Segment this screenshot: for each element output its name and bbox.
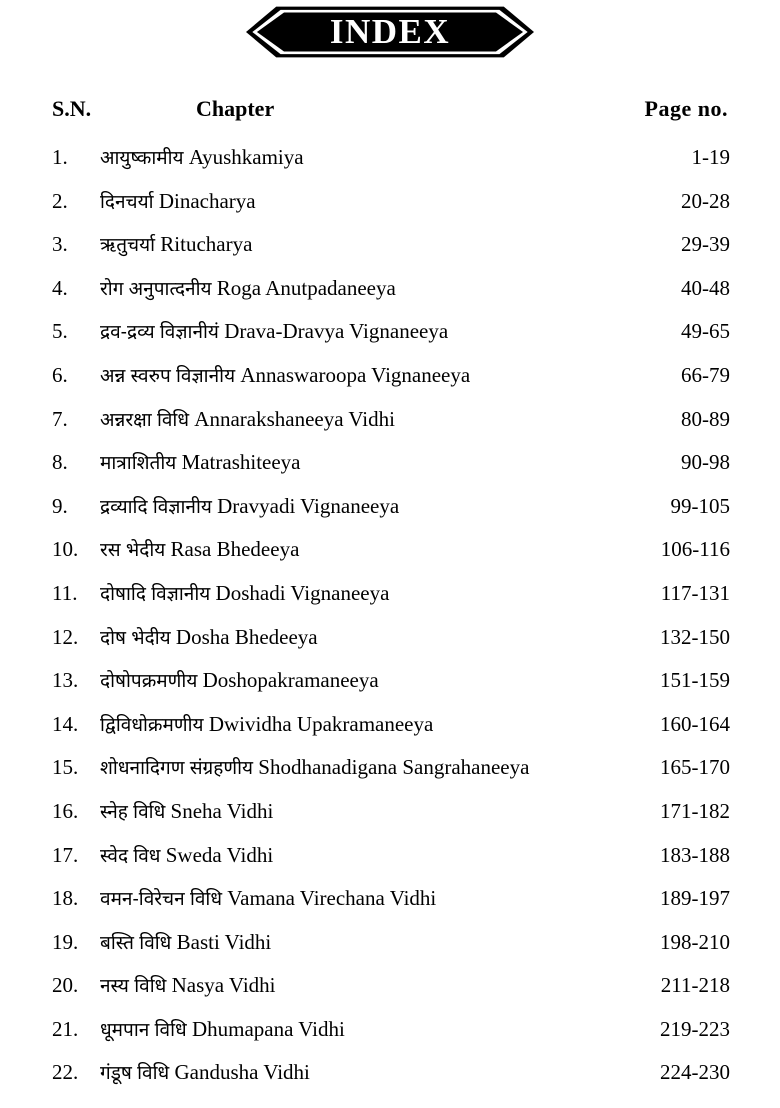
row-serial-number: 6. (52, 362, 68, 387)
chapter-devanagari: शोधनादिगण संग्रहणीय (100, 758, 254, 780)
chapter-transliteration: Roga Anutpadaneeya (216, 275, 396, 300)
row-page-range: 171-182 (660, 798, 730, 823)
row-page-range: 189-197 (660, 886, 730, 911)
table-row (0, 711, 780, 755)
chapter-devanagari: दिनचर्या (100, 191, 154, 213)
chapter-devanagari: दोषोपक्रमणीय (100, 671, 198, 693)
chapter-devanagari: ऋतुचर्या (100, 235, 156, 257)
row-serial-number: 7. (52, 406, 68, 431)
row-chapter-title (100, 231, 618, 257)
table-body (0, 144, 780, 1103)
row-chapter-title (100, 536, 618, 562)
row-chapter-title (100, 362, 618, 388)
row-page-range: 20-28 (681, 188, 730, 213)
chapter-transliteration: Drava-Dravya Vignaneeya (224, 319, 449, 344)
row-serial-number: 18. (52, 886, 79, 911)
row-serial-number: 19. (52, 929, 79, 954)
row-page-range: 99-105 (670, 493, 730, 518)
chapter-transliteration: Dwividha Upakramaneeya (208, 711, 434, 736)
index-banner (0, 4, 780, 60)
chapter-transliteration: Dhumapana Vidhi (191, 1016, 345, 1041)
chapter-devanagari: स्नेह विधि (100, 801, 166, 823)
banner-title: INDEX (329, 11, 451, 51)
chapter-devanagari: नस्य विधि (100, 976, 167, 998)
header-page: Page no. (644, 96, 728, 121)
row-page-range: 66-79 (681, 362, 730, 387)
row-chapter-title (100, 580, 618, 606)
row-chapter-title (100, 798, 618, 824)
table-row (0, 406, 780, 450)
chapter-transliteration: Ayushkamiya (188, 145, 304, 169)
row-serial-number: 16. (52, 798, 79, 823)
chapter-devanagari: रस भेदीय (100, 540, 166, 562)
row-page-range: 1-19 (691, 145, 730, 169)
table-row (0, 754, 780, 798)
table-row (0, 580, 780, 624)
row-serial-number: 21. (52, 1016, 79, 1041)
row-chapter-title (100, 1059, 618, 1085)
chapter-transliteration: Doshopakramaneeya (202, 668, 379, 693)
chapter-devanagari: वमन-विरेचन विधि (100, 889, 223, 911)
row-page-range: 132-150 (660, 624, 730, 649)
row-page-range: 151-159 (660, 668, 730, 693)
chapter-devanagari: द्रव्यादि विज्ञानीय (100, 496, 212, 518)
table-row (0, 624, 780, 668)
table-row (0, 144, 780, 188)
row-chapter-title (100, 406, 618, 432)
table-row (0, 1016, 780, 1060)
chapter-transliteration: Dosha Bhedeeya (175, 624, 318, 649)
chapter-devanagari: आयुष्कामीय (100, 148, 184, 169)
row-page-range: 183-188 (660, 842, 730, 867)
chapter-devanagari: मात्राशितीय (100, 453, 177, 475)
row-chapter-title (100, 188, 618, 214)
table-row (0, 493, 780, 537)
row-chapter-title (100, 449, 618, 475)
row-chapter-title (100, 667, 618, 693)
chapter-devanagari: बस्ति विधि (100, 932, 172, 954)
chapter-transliteration: Ritucharya (160, 232, 253, 257)
row-chapter-title (100, 711, 618, 737)
table-row (0, 362, 780, 406)
row-page-range: 49-65 (681, 319, 730, 344)
row-serial-number: 3. (52, 232, 68, 257)
header-chapter: Chapter (196, 96, 275, 121)
row-page-range: 29-39 (681, 232, 730, 257)
row-serial-number: 9. (52, 493, 68, 518)
table-row (0, 667, 780, 711)
row-serial-number: 22. (52, 1060, 79, 1085)
row-serial-number: 13. (52, 668, 79, 693)
row-page-range: 117-131 (660, 580, 730, 605)
chapter-transliteration: Matrashiteeya (181, 450, 301, 475)
row-page-range: 90-98 (681, 450, 730, 475)
row-serial-number: 4. (52, 275, 68, 300)
banner-hexagon (246, 5, 534, 59)
row-page-range: 165-170 (660, 755, 730, 780)
row-serial-number: 15. (52, 755, 79, 780)
row-page-range: 106-116 (660, 537, 730, 562)
table-row (0, 798, 780, 842)
chapter-transliteration: Sneha Vidhi (170, 798, 274, 823)
chapter-transliteration: Annaswaroopa Vignaneeya (240, 362, 471, 387)
table-row (0, 972, 780, 1016)
table-row (0, 536, 780, 580)
chapter-devanagari: द्विविधोक्रमणीय (100, 714, 204, 736)
row-serial-number: 11. (52, 580, 78, 605)
chapter-devanagari: स्वेद विध (100, 845, 161, 867)
chapter-transliteration: Dravyadi Vignaneeya (217, 493, 400, 518)
row-chapter-title (100, 929, 618, 955)
table-row (0, 318, 780, 362)
row-page-range: 80-89 (681, 406, 730, 431)
table-row (0, 449, 780, 493)
row-serial-number: 5. (52, 319, 68, 344)
row-page-range: 198-210 (660, 929, 730, 954)
row-page-range: 219-223 (660, 1016, 730, 1041)
row-chapter-title (100, 493, 618, 519)
header-sn: S.N. (52, 96, 92, 121)
row-page-range: 160-164 (660, 711, 730, 736)
row-serial-number: 12. (52, 624, 79, 649)
chapter-devanagari: अन्न स्वरुप विज्ञानीय (100, 365, 236, 387)
row-chapter-title (100, 1016, 618, 1042)
row-serial-number: 1. (52, 145, 68, 169)
row-serial-number: 8. (52, 450, 68, 475)
chapter-transliteration: Vamana Virechana Vidhi (227, 886, 437, 911)
chapter-devanagari: द्रव-द्रव्य विज्ञानीयं (100, 322, 219, 344)
table-row (0, 1059, 780, 1103)
row-chapter-title (100, 972, 618, 998)
chapter-devanagari: दोषादि विज्ञानीय (100, 583, 211, 605)
chapter-transliteration: Annarakshaneeya Vidhi (194, 406, 395, 431)
chapter-transliteration: Basti Vidhi (176, 929, 272, 954)
row-chapter-title (100, 275, 618, 301)
chapter-transliteration: Shodhanadigana Sangrahaneeya (258, 755, 530, 780)
chapter-transliteration: Gandusha Vidhi (174, 1060, 310, 1085)
index-table (0, 96, 780, 1103)
row-page-range: 40-48 (681, 275, 730, 300)
chapter-transliteration: Doshadi Vignaneeya (215, 580, 390, 605)
table-row (0, 842, 780, 886)
row-page-range: 224-230 (660, 1060, 730, 1085)
chapter-transliteration: Dinacharya (158, 188, 256, 213)
chapter-devanagari: अन्नरक्षा विधि (100, 409, 190, 431)
chapter-transliteration: Sweda Vidhi (165, 842, 274, 867)
row-page-range: 211-218 (660, 973, 730, 998)
table-row (0, 188, 780, 232)
chapter-devanagari: धूमपान विधि (100, 1019, 187, 1041)
chapter-devanagari: दोष भेदीय (100, 627, 171, 649)
table-row (0, 929, 780, 973)
row-chapter-title (100, 842, 618, 868)
chapter-transliteration: Rasa Bhedeeya (170, 537, 300, 562)
table-row (0, 231, 780, 275)
row-serial-number: 10. (52, 537, 79, 562)
chapter-transliteration: Nasya Vidhi (171, 973, 276, 998)
row-serial-number: 17. (52, 842, 79, 867)
chapter-devanagari: रोग अनुपात्दनीय (100, 278, 212, 300)
row-serial-number: 14. (52, 711, 79, 736)
chapter-devanagari: गंडूष विधि (100, 1063, 170, 1085)
row-chapter-title (100, 885, 618, 911)
row-chapter-title (100, 144, 618, 170)
table-header-row (0, 96, 780, 144)
table-row (0, 885, 780, 929)
row-serial-number: 20. (52, 973, 79, 998)
row-chapter-title (100, 318, 618, 344)
table-row (0, 275, 780, 319)
row-chapter-title (100, 624, 618, 650)
row-serial-number: 2. (52, 188, 68, 213)
row-chapter-title (100, 754, 618, 780)
